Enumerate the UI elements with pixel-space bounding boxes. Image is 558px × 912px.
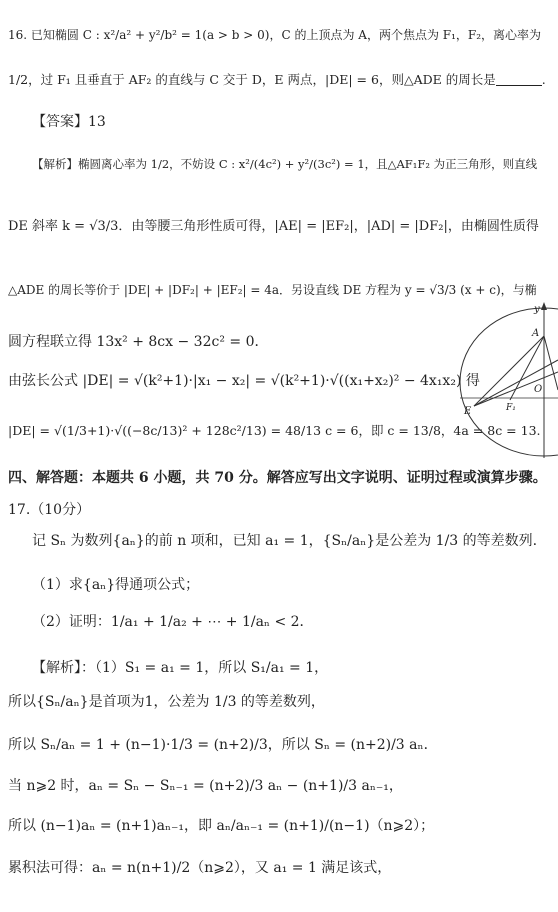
q17-statement: 记 Sₙ 为数列{aₙ}的前 n 项和，已知 a₁ = 1，{Sₙ/aₙ}是公差为 1/3 的等差数列. [32,533,538,549]
analysis-line2: DE 斜率 k = √3/3．由等腰三角形性质可得，|AE| = |EF₂|，|AD| = |DF₂|，由椭圆性质得 [8,219,539,234]
q17-sol5: 所以 (n−1)aₙ = (n+1)aₙ₋₁，即 aₙ/aₙ₋₁ = (n+1)/(n−1)（n⩾2）； [8,818,435,834]
q17-sol4: 当 n⩾2 时，aₙ = Sₙ − Sₙ₋₁ = (n+2)/3 aₙ − (n+1)/3 aₙ₋₁， [8,778,403,794]
q16-line2-end: . [541,72,546,87]
line-a2 [544,336,558,390]
answer-blank [496,73,542,87]
q17-sol6: 累积法可得：aₙ = n(n+1)/2（n⩾2），又 a₁ = 1 满足该式， [8,860,392,876]
analysis-line1: 【解析】椭圆离心率为 1/2，不妨设 C : x²/(4c²) + y²/(3c²) = 1，且△AF₁F₂ 为正三角形，则直线 [32,157,538,171]
label-y: y [534,304,540,315]
label-f1: F₁ [506,403,516,413]
q17-part1: （1）求{aₙ}得通项公式； [32,577,200,593]
line-ae [474,336,544,406]
q17-sol2: 所以{Sₙ/aₙ}是首项为1，公差为 1/3 的等差数列， [8,694,325,710]
y-arrow [541,302,547,310]
analysis-line4: 圆方程联立得 13x² + 8cx − 32c² = 0． [8,334,269,350]
q17-sol1: 【解析】：（1）S₁ = a₁ = 1，所以 S₁/a₁ = 1， [32,660,329,676]
q16-line2-text: 1/2，过 F₁ 且垂直于 AF₂ 的直线与 C 交于 D，E 两点，|DE| = 6，则△ADE 的周长是 [8,72,496,87]
q16-line1: 16. 已知椭圆 C : x²/a² + y²/b² = 1(a > b > 0)，C 的上顶点为 A，两个焦点为 F₁，F₂，离心率为 [8,28,542,42]
analysis-line6: |DE| = √(1/3+1)·√((−8c/13)² + 128c²/13) = 48/13 c = 6，即 c = 13/8，4a = 8c = 13. [8,423,541,438]
label-a: A [532,328,540,339]
q16-line2 [8,72,546,87]
label-e: E [464,406,472,417]
ellipse-figure [456,300,558,462]
q17-sol3: 所以 Sₙ/aₙ = 1 + (n−1)·1/3 = (n+2)/3，所以 Sₙ = (n+2)/3 aₙ． [8,737,438,753]
section-heading: 四、解答题：本题共 6 小题，共 70 分。解答应写出文字说明、证明过程或演算步骤。 [8,470,547,486]
analysis-line5: 由弦长公式 |DE| = √(k²+1)·|x₁ − x₂| = √(k²+1)·√((x₁+x₂)² − 4x₁x₂) 得 [8,373,480,389]
line-ed [474,360,558,406]
answer-label: 【答案】13 [32,114,106,130]
ellipse [460,308,558,456]
q17-header: 17.（10分） [8,502,91,518]
label-o: O [534,384,543,395]
q17-part2: （2）证明：1/a₁ + 1/a₂ + ⋯ + 1/aₙ < 2． [32,614,314,630]
analysis-line3: △ADE 的周长等价于 |DE| + |DF₂| + |EF₂| = 4a．另设直线 DE 方程为 y = √3/3 (x + c)，与椭 [8,283,537,297]
